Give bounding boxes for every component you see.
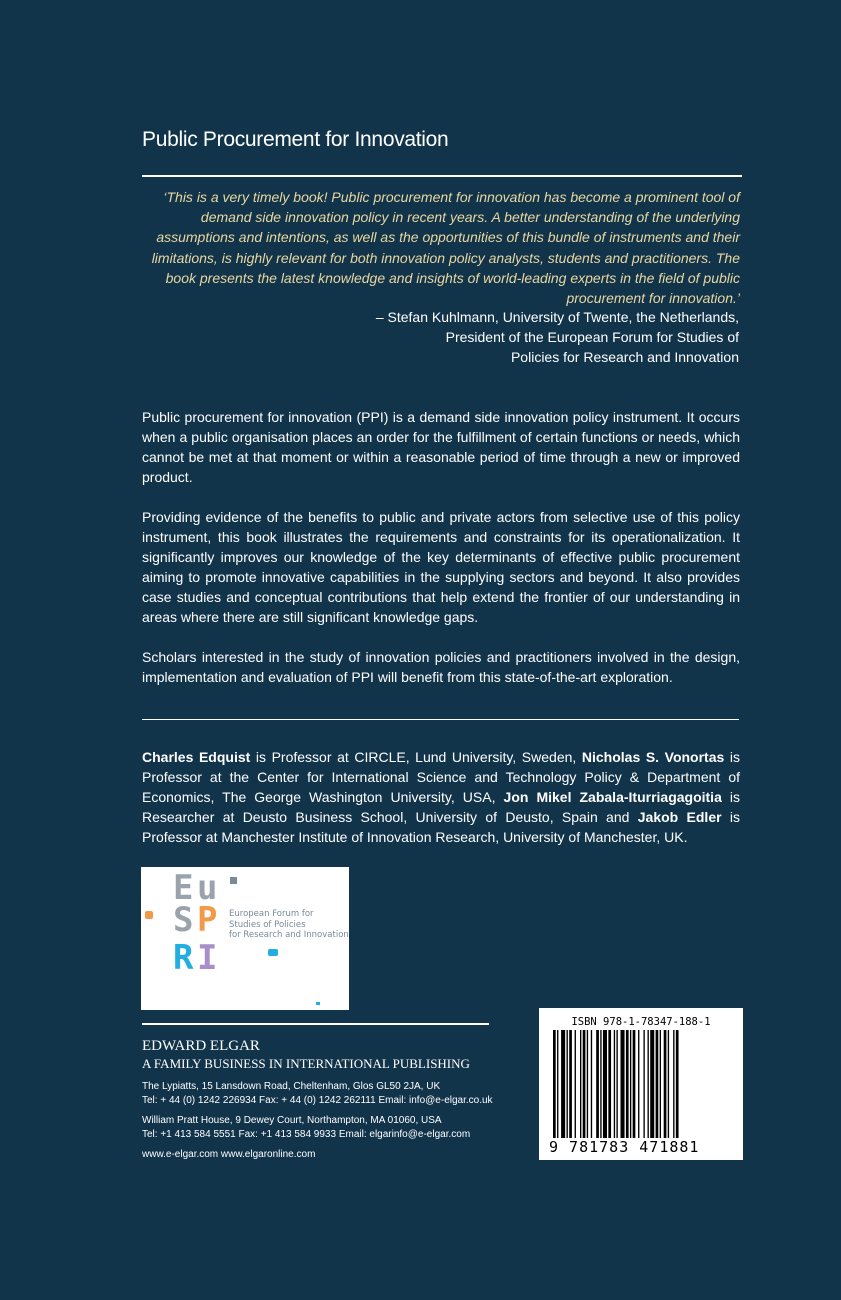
logo-square-blue — [268, 949, 278, 956]
uk-address: The Lypiatts, 15 Lansdown Road, Cheltenham, Glos GL50 2JA, UK — [142, 1081, 441, 1092]
barcode-stripe — [587, 1030, 588, 1138]
barcode-bars — [551, 1030, 731, 1144]
barcode-stripe — [626, 1030, 629, 1138]
barcode-stripe — [668, 1030, 669, 1138]
barcode-stripe — [596, 1030, 599, 1138]
barcode-stripe — [608, 1030, 611, 1138]
publisher-name: EDWARD ELGAR — [142, 1038, 260, 1054]
us-address: William Pratt House, 9 Dewey Court, Northampton, MA 01060, USA — [142, 1115, 442, 1126]
author-bio: is Professor at the Center for International Science and Technology Policy & Department of Economics, The George Washington University, USA, — [142, 749, 740, 805]
attribution-line: – Stefan Kuhlmann, University of Twente, the Netherlands, — [375, 309, 739, 325]
barcode-stripe — [553, 1030, 556, 1138]
logo-letter: u — [197, 868, 218, 908]
book-title: Public Procurement for Innovation — [142, 128, 449, 151]
description-paragraph-1: Public procurement for innovation (PPI) is a demand side innovation policy instrument. It occurs when a public organisation places an order for the fulfillment of certain functions or needs, which cannot be met at that moment or within a reasonable period of time through a new or improved product. — [142, 409, 740, 485]
logo-square-grey — [230, 877, 237, 884]
barcode-stripe — [614, 1030, 615, 1138]
attribution-line: Policies for Research and Innovation — [510, 349, 739, 365]
logo-letter: S — [173, 900, 194, 940]
logo-letter: I — [197, 938, 218, 978]
author-bios — [142, 747, 740, 847]
barcode-stripe — [660, 1030, 661, 1138]
logo-letter: E — [173, 868, 194, 908]
publisher-websites: www.e-elgar.com www.elgaronline.com — [142, 1149, 316, 1160]
barcode-stripe — [650, 1030, 654, 1138]
endorsement-attribution — [142, 307, 739, 367]
description-paragraph-2: Providing evidence of the benefits to public and private actors from selective use of this policy instrument, this book illustrates the requirements and constraints for its operationalization. It significantly improves our knowledge of the key determinants of effective public procurement aiming to promote innovative capabilities in the supplying sectors and beyond. It also provides case studies and conceptual contributions that help extend the frontier of our understanding in areas where there are still significant knowledge gaps. — [142, 509, 740, 625]
barcode-stripe — [630, 1030, 631, 1138]
barcode-stripe — [656, 1030, 659, 1138]
barcode-stripe — [591, 1030, 592, 1138]
logo-letter: P — [197, 900, 218, 940]
barcode-stripe — [557, 1030, 558, 1138]
author-name: Charles Edquist — [142, 749, 251, 765]
barcode-stripe — [648, 1030, 649, 1138]
logo-subtitle — [229, 909, 349, 941]
author-name: Jakob Edler — [637, 809, 722, 825]
barcode-stripe — [633, 1030, 636, 1138]
barcode-stripe — [575, 1030, 576, 1138]
attribution-line: President of the European Forum for Studies of — [445, 329, 739, 345]
title-divider — [142, 175, 742, 177]
barcode-stripe — [621, 1030, 625, 1138]
eu-spri-logo — [141, 867, 349, 1010]
logo-subtitle-line: Studies of Policies — [229, 919, 306, 930]
us-contact: Tel: +1 413 584 5551 Fax: +1 413 584 9933 Email: elgarinfo@e-elgar.com — [142, 1129, 471, 1140]
uk-contact: Tel: + 44 (0) 1242 226934 Fax: + 44 (0) 1242 262111 Email: info@e-elgar.co.uk — [142, 1095, 493, 1106]
barcode-stripe — [603, 1030, 607, 1138]
barcode-stripe — [561, 1030, 565, 1138]
barcode-stripe — [664, 1030, 667, 1138]
author-bio: is Professor at CIRCLE, Lund University, Sweden, — [250, 749, 582, 765]
logo-subtitle-line: European Forum for — [229, 909, 314, 919]
isbn-label: ISBN 978-1-78347-188-1 — [571, 1016, 711, 1028]
logo-subtitle-line: for Research and Innovation — [229, 930, 349, 940]
author-name: Jon Mikel Zabala-Iturriagagoitia — [503, 789, 722, 805]
endorsement-quote: ‘This is a very timely book! Public procurement for innovation has become a prominent tool of demand side innovation policy in recent years. A better understanding of the underlying assumptions and intentions, as well as the opportunities of this bundle of instruments and their limitations, is highly relevant for both innovation policy analysts, students and practitioners. The book presents the latest knowledge and insights of world-leading experts in the field of public procurement for innovation.’ — [151, 189, 740, 307]
barcode-stripe — [638, 1030, 639, 1138]
publisher-tagline: A FAMILY BUSINESS IN INTERNATIONAL PUBLISHING — [142, 1056, 470, 1071]
logo-dot-blue — [316, 1002, 320, 1005]
isbn-barcode — [539, 1008, 743, 1160]
logo-square-orange — [145, 911, 153, 919]
barcode-digits: 9 781783 471881 — [549, 1138, 700, 1156]
barcode-stripe — [580, 1030, 581, 1138]
author-bio: is Professor at Manchester Institute of Innovation Research, University of Manchester, UK. — [142, 809, 741, 845]
publisher-block — [142, 1023, 493, 1162]
author-name: Nicholas S. Vonortas — [581, 749, 725, 765]
logo-letter: R — [173, 938, 194, 978]
barcode-stripe — [583, 1030, 586, 1138]
barcode-stripe — [643, 1030, 644, 1138]
barcode-stripe — [616, 1030, 617, 1138]
section-divider — [142, 719, 739, 720]
barcode-stripe — [569, 1030, 572, 1138]
barcode-stripe — [673, 1030, 674, 1138]
author-bio: is Researcher at Deusto Business School, University of Deusto, Spain and — [142, 789, 741, 825]
description-paragraph-3: Scholars interested in the study of innovation policies and practitioners involved in the design, implementation and evaluation of PPI will benefit from this state-of-the-art exploration. — [142, 649, 740, 685]
barcode-stripe — [600, 1030, 601, 1138]
barcode-stripe — [676, 1030, 679, 1138]
barcode-stripe — [567, 1030, 568, 1138]
